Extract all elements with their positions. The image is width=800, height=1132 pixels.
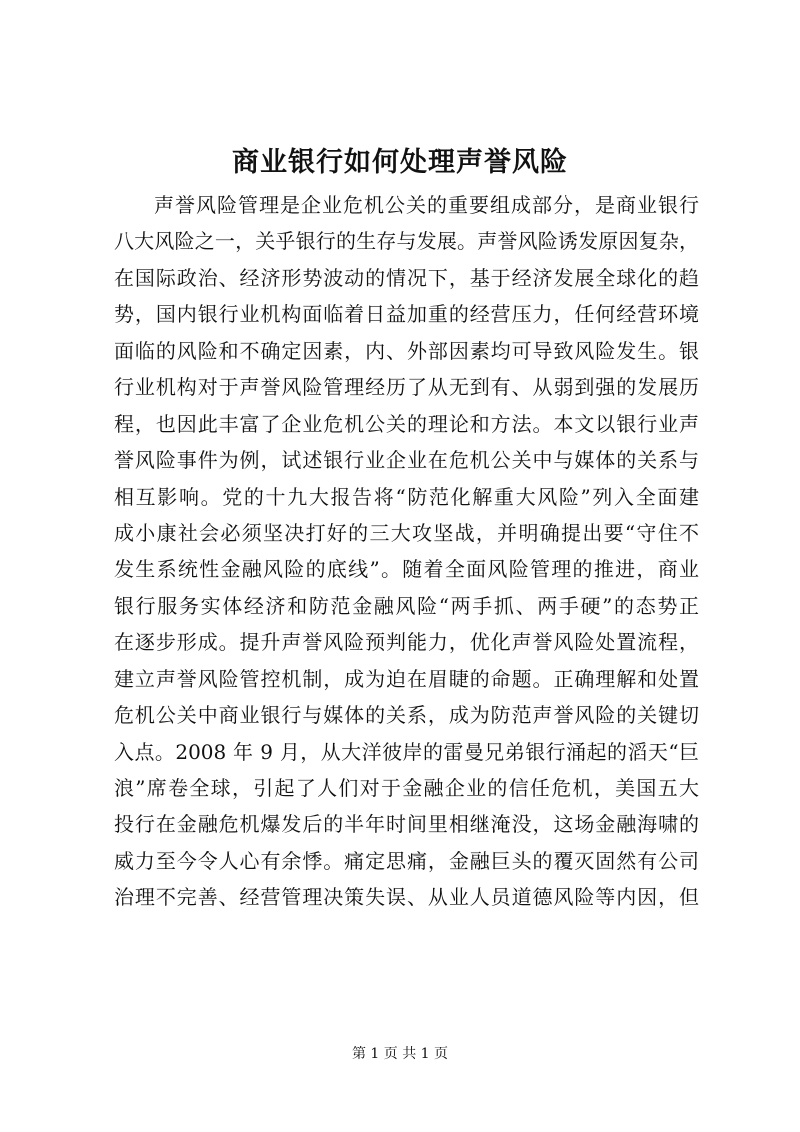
document-title: 商业银行如何处理声誉风险 [232,147,568,178]
body-line: 建立声誉风险管控机制，成为迫在眉睫的命题。正确理解和处置 [114,666,699,691]
body-line: 投行在金融危机爆发后的半年时间里相继淹没，这场金融海啸的 [114,812,699,837]
body-line: 势，国内银行业机构面临着日益加重的经营压力，任何经营环境 [114,302,699,327]
body-line: 在逐步形成。提升声誉风险预判能力，优化声誉风险处置流程， [114,630,699,655]
body-line: 面临的风险和不确定因素，内、外部因素均可导致风险发生。银 [114,338,699,363]
document-body [114,187,699,916]
body-line: 治理不完善、经营管理决策失误、从业人员道德风险等内因，但 [114,885,699,910]
body-line: 誉风险事件为例，试述银行业企业在危机公关中与媒体的关系与 [114,448,699,473]
body-line: 在国际政治、经济形势波动的情况下，基于经济发展全球化的趋 [114,265,699,290]
body-line: 成小康社会必须坚决打好的三大攻坚战，并明确提出要“守住不 [114,520,699,545]
body-line: 程，也因此丰富了企业危机公关的理论和方法。本文以银行业声 [114,411,699,436]
body-line: 行业机构对于声誉风险管理经历了从无到有、从弱到强的发展历 [114,375,699,400]
body-line: 威力至今令人心有余悸。痛定思痛，金融巨头的覆灭固然有公司 [114,848,699,873]
body-line: 浪”席卷全球，引起了人们对于金融企业的信任危机，美国五大 [114,776,699,800]
body-line: 入点。2008 年 9 月，从大洋彼岸的雷曼兄弟银行涌起的滔天“巨 [114,739,699,764]
body-line: 发生系统性金融风险的底线”。随着全面风险管理的推进，商业 [114,557,699,582]
body-line: 危机公关中商业银行与媒体的关系，成为防范声誉风险的关键切 [114,703,699,728]
body-line: 相互影响。党的十九大报告将“防范化解重大风险”列入全面建 [114,484,699,509]
body-line: 声誉风险管理是企业危机公关的重要组成部分，是商业银行 [154,193,699,217]
body-line: 八大风险之一，关乎银行的生存与发展。声誉风险诱发原因复杂， [114,229,699,254]
page-footer: 第 1 页 共 1 页 [351,1046,449,1062]
body-line: 银行服务实体经济和防范金融风险“两手抓、两手硬”的态势正 [114,593,699,618]
